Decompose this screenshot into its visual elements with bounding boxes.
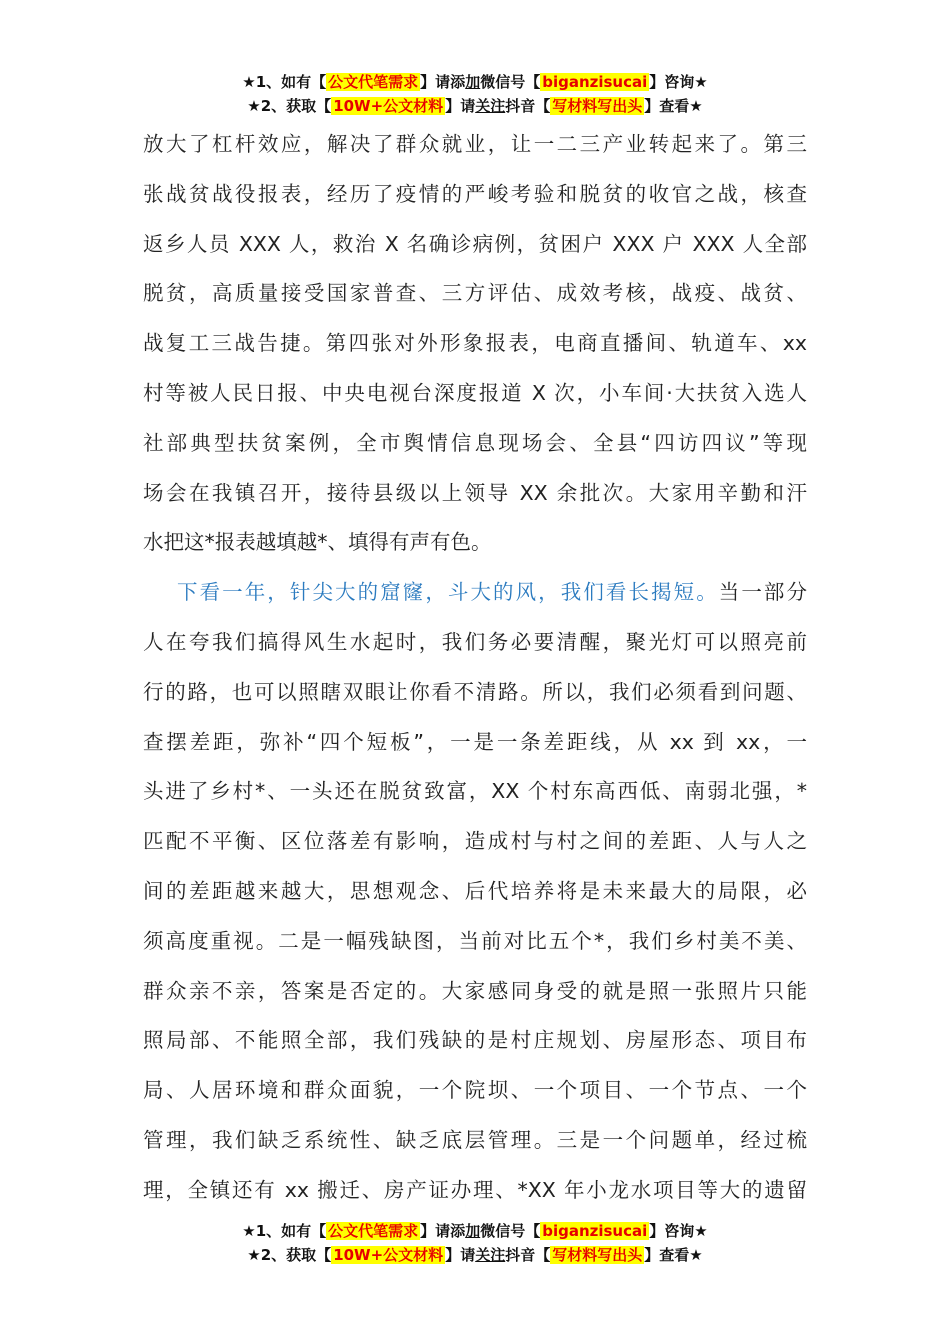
highlight-text: 公文代笔需求 bbox=[328, 1222, 419, 1240]
body-text bbox=[143, 120, 807, 1216]
douyin-id: 写材料写出头 bbox=[552, 97, 643, 115]
text-line: 须高度重视。二是一幅残缺图，当前对比五个*，我们乡村美不美、 bbox=[143, 928, 807, 953]
banner-text: 】咨询★ bbox=[649, 73, 708, 91]
text-line: 人在夸我们搞得风生水起时，我们务必要清醒，聚光灯可以照亮前 bbox=[143, 629, 807, 654]
text-line: 头进了乡村*、一头还在脱贫致富，XX 个村东高西低、南弱北强，* bbox=[143, 779, 807, 804]
highlight-text: 10W+公文材料 bbox=[333, 1246, 444, 1264]
banner-line-1 bbox=[0, 70, 950, 94]
text-line: 社部典型扶贫案例，全市舆情信息现场会、全县“四访四议”等现 bbox=[143, 430, 807, 455]
text-line: 群众亲不亲，答案是否定的。大家感同身受的就是照一张照片只能 bbox=[143, 978, 807, 1003]
underlined-text: 关注 bbox=[475, 97, 506, 115]
wechat-id: biganzisucai bbox=[542, 73, 648, 91]
banner-text: ★1、如有【 bbox=[242, 1222, 327, 1240]
text-line: 理，全镇还有 xx 搬迁、房产证办理、*XX 年小龙水项目等大的遗留 bbox=[143, 1177, 807, 1202]
text-line: 张战贫战役报表，经历了疫情的严峻考验和脱贫的收官之战，核查 bbox=[143, 181, 807, 206]
text-line: 匹配不平衡、区位落差有影响，造成村与村之间的差距、人与人之 bbox=[143, 829, 807, 854]
underlined-text: 关注 bbox=[475, 1246, 506, 1264]
text-line: 返乡人员 XXX 人，救治 X 名确诊病例，贫困户 XXX 户 XXX 人全部 bbox=[143, 231, 807, 256]
banner-text: ★2、获取【 bbox=[247, 97, 332, 115]
top-banner bbox=[0, 70, 950, 118]
text-line: 局、人居环境和群众面貌，一个院坝、一个项目、一个节点、一个 bbox=[143, 1078, 807, 1103]
banner-text: 】咨询★ bbox=[649, 1222, 708, 1240]
banner-text: 】查看★ bbox=[644, 1246, 703, 1264]
text-line: 战复工三战告捷。第四张对外形象报表，电商直播间、轨道车、xx bbox=[143, 331, 807, 356]
text-line: 行的路，也可以照瞎双眼让你看不清路。所以，我们必须看到问题、 bbox=[143, 679, 807, 704]
banner-line-2 bbox=[0, 1243, 950, 1267]
banner-text: 】请 bbox=[445, 1246, 476, 1264]
banner-text: 微信号【 bbox=[480, 1222, 541, 1240]
text-line: 管理，我们缺乏系统性、缺乏底层管理。三是一个问题单，经过梳 bbox=[143, 1127, 807, 1152]
text-line: 查摆差距，弥补“四个短板”，一是一条差距线，从 xx 到 xx，一 bbox=[143, 729, 807, 754]
paragraph-heading-line bbox=[143, 568, 807, 618]
douyin-id: 写材料写出头 bbox=[552, 1246, 643, 1264]
text-line: 村等被人民日报、中央电视台深度报道 X 次，小车间·大扶贫入选人 bbox=[143, 380, 807, 405]
banner-line-1 bbox=[0, 1219, 950, 1243]
text-line: 放大了杠杆效应，解决了群众就业，让一二三产业转起来了。第三 bbox=[143, 132, 807, 156]
highlight-text: 公文代笔需求 bbox=[328, 73, 419, 91]
underlined-text: 加 bbox=[465, 73, 481, 91]
underlined-text: 加 bbox=[465, 1222, 481, 1240]
banner-text: 】查看★ bbox=[644, 97, 703, 115]
banner-text: ★2、获取【 bbox=[247, 1246, 332, 1264]
text-line: 照局部、不能照全部，我们残缺的是村庄规划、房屋形态、项目布 bbox=[143, 1028, 807, 1053]
wechat-id: biganzisucai bbox=[542, 1222, 648, 1240]
text-line: 场会在我镇召开，接待县级以上领导 XX 余批次。大家用辛勤和汗 bbox=[143, 480, 807, 505]
text-line: 间的差距越来越大，思想观念、后代培养将是未来最大的局限，必 bbox=[143, 878, 807, 903]
banner-text: 】请 bbox=[445, 97, 476, 115]
text-line: 水把这*报表越填越*、填得有声有色。 bbox=[143, 530, 492, 555]
banner-text: 抖音【 bbox=[505, 97, 551, 115]
banner-text: 抖音【 bbox=[505, 1246, 551, 1264]
banner-text: ★1、如有【 bbox=[242, 73, 327, 91]
banner-text: 】请添 bbox=[420, 73, 466, 91]
banner-text: 】请添 bbox=[420, 1222, 466, 1240]
banner-line-2 bbox=[0, 94, 950, 118]
highlight-text: 10W+公文材料 bbox=[333, 97, 444, 115]
paragraph-heading: 下看一年，针尖大的窟窿，斗大的风，我们看长揭短。 bbox=[177, 580, 719, 605]
heading-line-rest: 当一部分 bbox=[718, 580, 807, 605]
bottom-banner bbox=[0, 1219, 950, 1267]
text-line: 脱贫，高质量接受国家普查、三方评估、成效考核，战疫、战贫、 bbox=[143, 281, 807, 306]
banner-text: 微信号【 bbox=[480, 73, 541, 91]
